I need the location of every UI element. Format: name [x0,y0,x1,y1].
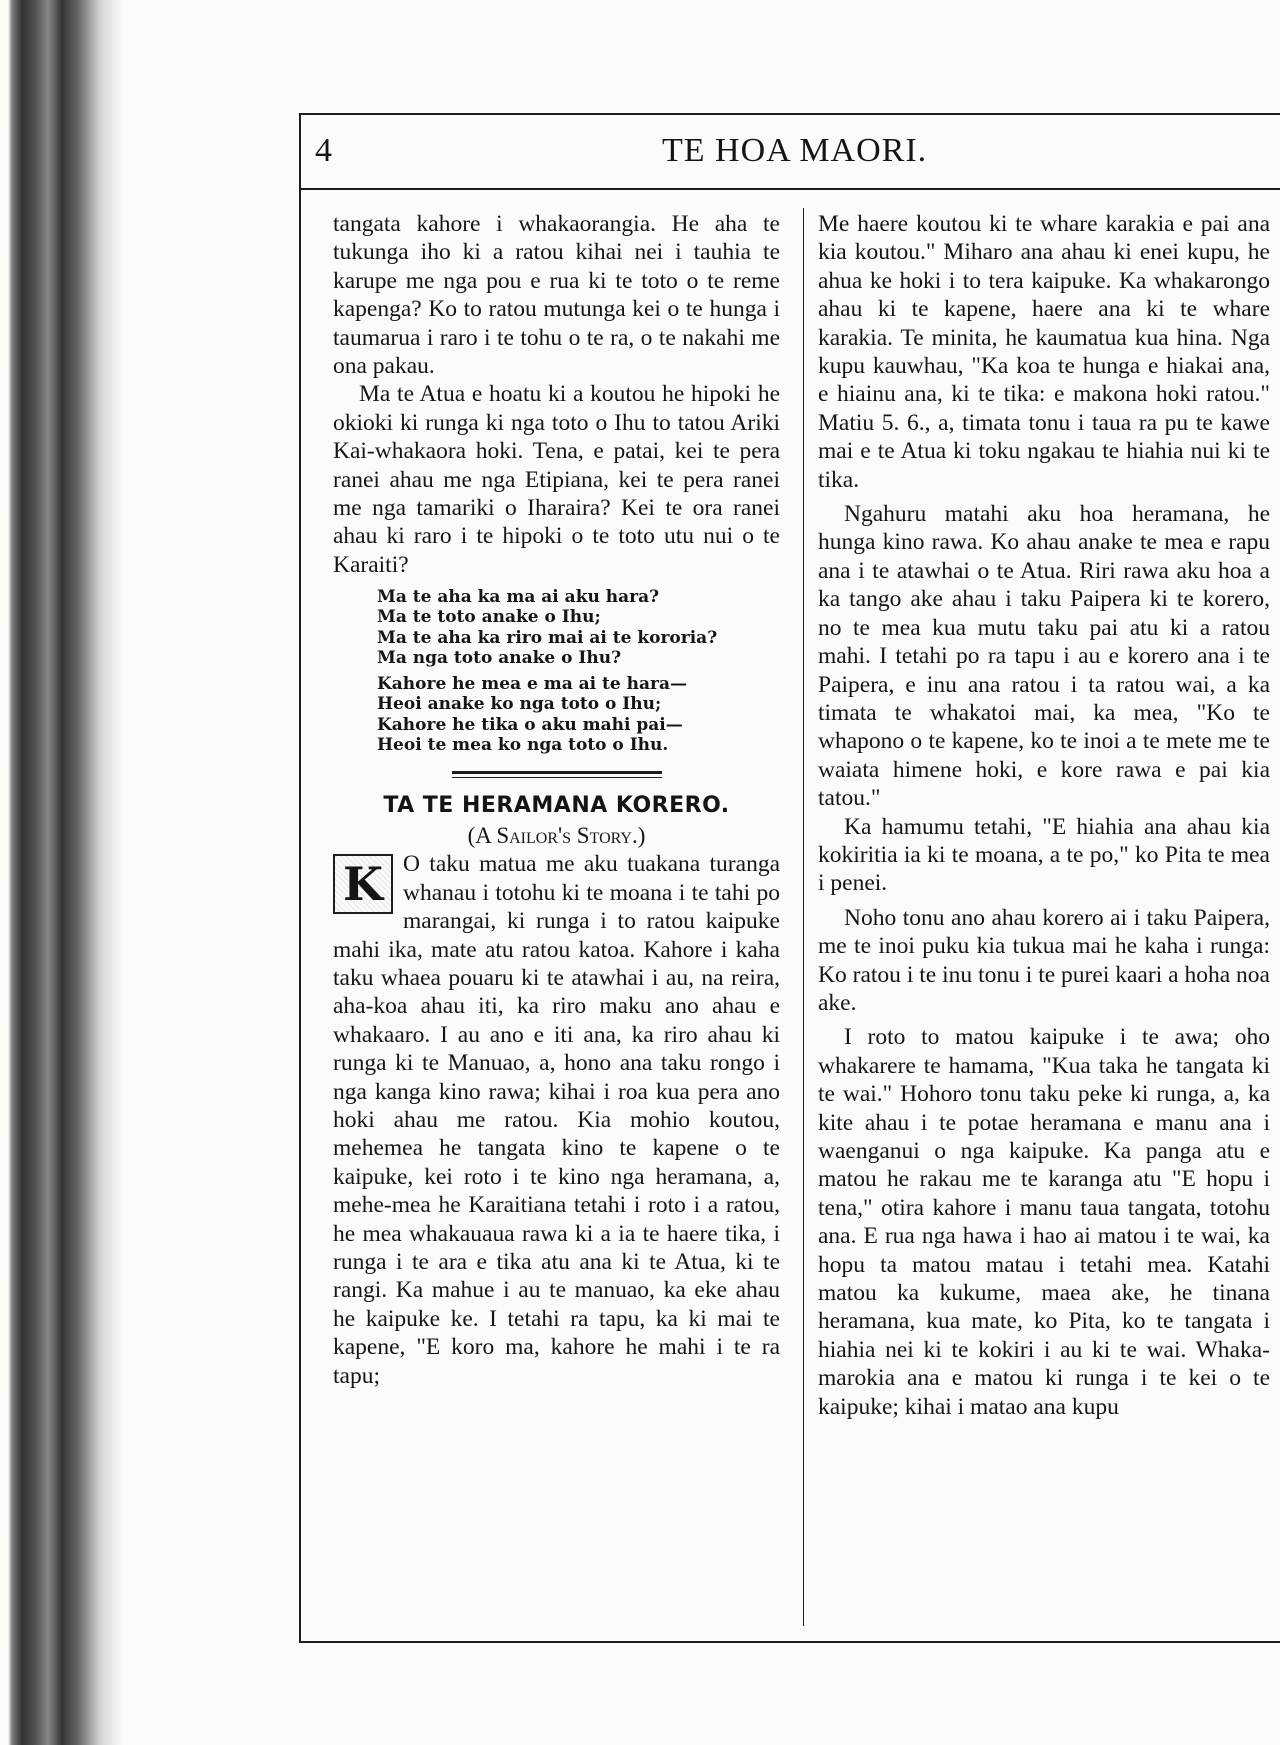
right-column [818,210,1270,1421]
decorative-divider [452,771,662,778]
paragraph: tangata kahore i whakaorangia. He aha te tukunga iho ki a ratou kihai nei i tauhia te karupe me nga pou e rua ki te toto o te reme kapenga? Ko to ratou mutunga kei o te hunga i taumarua i raro i te tohu o te ra, o te nakahi me ona pakau. [333,211,780,380]
header-rule [300,188,1280,190]
verse-line: Ma nga toto anake o Ihu? [377,647,622,668]
hymn-verse [377,587,780,755]
drop-cap: K [333,854,393,914]
section-title: TA TE HERAMANA KORERO. [383,792,730,818]
subtitle-open: (A [467,823,497,849]
column-divider [803,208,804,1626]
page-title: TE HOA MAORI. [662,132,928,169]
paragraph: Me haere koutou ki te whare karakia e pai ana kia koutou." Miharo ana ahau ki enei kupu, he ahua ke hoki i to tera kaipuke. Ka whakarongo ahau ki te kapene, haere ana ki te whare karakia. Te minita, he kaumatua kua hina. Nga kupu kauwhau, "Ka koa te hunga e hiakai ana, e hiainu ana, ki te tika: e makona hoki ratou." Matiu 5. 6., a, timata tonu i taua ra pu te kawe mai e te Atua ki toku ngakau te hiahia nui ki te tika. [818,211,1270,493]
paragraph: Ma te Atua e hoatu ki a koutou he hipoki he okioki ki runga ki nga toto o Ihu to tatou Ariki Kai-whakaora hoki. Tena, e patai, kei te pera ranei ahau me nga Etipiana, kei te pera ranei me nga tamariki o Iharaira? Kei te ora ranei ahau ki raro i te hipoki o te toto utu nui o te Karaiti? [333,381,780,578]
subtitle-word: Story [576,823,632,849]
section-subtitle [333,822,780,850]
top-border-rule [300,113,1280,115]
story-opening [333,850,780,1390]
left-border-rule [299,113,301,1643]
page-number: 4 [315,132,333,169]
paragraph: I roto to matou kaipuke i te awa; oho whakarere te hamama, "Kua taka he tangata ki te wai." Hohoro tonu taku peke ki runga, a, ka kite ahau i te potae heramana e manu ana i waenganui o nga kaipuke. Ka panga atu e matou he rakau me te karanga atu "E hopu i tena," otira kahore i manu taua tangata, totohu ana. E rua nga hawa i hao ai matou i te wai, ka hopu ta matou matau i tetahi mea. Katahi matou ka kukume, maea ake, he tinana heramana, kua mate, ko Pita, ko te tangata i hiahia nei ki te kokiri i au ki te wai. Whaka-marokia ana e matou ki runga i te kei o te kaipuke; kihai i matao ana kupu [818,1024,1270,1420]
paragraph: Noho tonu ano ahau korero ai i taku Paipera, me te inoi puku kia tukua mai he kaha i runga: Ko ratou i te inu tonu i te purei kaari a hoha noa ake. [818,904,1270,1016]
story-text: O taku matua me aku tuakana turanga whanau i totohu ki te moana i te tahi po marangai, ki runga i to ratou kaipuke mahi ika, mate atu ratou katoa. Kahore i kaha taku whaea pouaru ki te atawhai i au, na reira, aha-koa ahau iti, ka riro maku ano ahau e whakaaro. I au ano e iti ana, ka riro ahau ki runga ki te Manuao, a, hono ana taku rongo i nga kanga kino rawa; kihai i roa kua pera ano hoki ahau me ratou. Kia mohio koutou, mehemea he tangata kino te kapene o te kaipuke, kei roto i te kino nga heramana, a, mehe-mea he Karaitiana tetahi i roto i a ratou, he mea whakauaua rawa ki a ia te haere tika, i runga i te ara e tika atu ana ki te Atua, ki te rangi. Ka mahue i au te manuao, ka eke ahau he kaipuke ke. I tetahi ra tapu, ka ki mai te kapene, "E koro ma, kahore he mahi i te ra tapu; [333,851,780,1389]
verse-line: Kahore he mea e ma ai te hara— [377,674,687,695]
verse-line: Heoi anake ko nga toto o Ihu; [377,694,662,715]
verse-line: Ma te toto anake o Ihu; [377,607,601,628]
paragraph: Ngahuru matahi aku hoa heramana, he hunga kino rawa. Ko ahau anake te mea e rapu ana i te atawhai o te Atua. Riri rawa aku hoa a ka tango ake ahau i taku Paipera ki te korero, no te mea kua mutu taku pai atu ki a ratou mahi. I tetahi po ra tapu i au e korero ana i te Paipera, e inu ana ratou i ta ratou wai, a ka timata te whakatoi mai, ka mea, "Ko te whapono o te kapene, ko te inoi a te mete me te waiata himene hoki, e kore rawa e pai kia tatou." [818,501,1270,812]
verse-line: Ma te aha ka riro mai ai te kororia? [377,627,718,648]
verse-line: Heoi te mea ko nga toto o Ihu. [377,734,669,755]
verse-line: Kahore he tika o aku mahi pai— [377,714,683,735]
paragraph: Ka hamumu tetahi, "E hiahia ana ahau kia kokiritia ia ki te moana, a te po," ko Pita te mea i penei. [818,813,1270,897]
subtitle-close: .) [631,823,646,849]
book-binding-edge [0,0,125,1745]
verse-line: Ma te aha ka ma ai aku hara? [377,587,660,608]
left-column [333,210,780,1390]
bottom-border-rule [300,1641,1280,1643]
subtitle-word: Sailor's [496,823,572,849]
